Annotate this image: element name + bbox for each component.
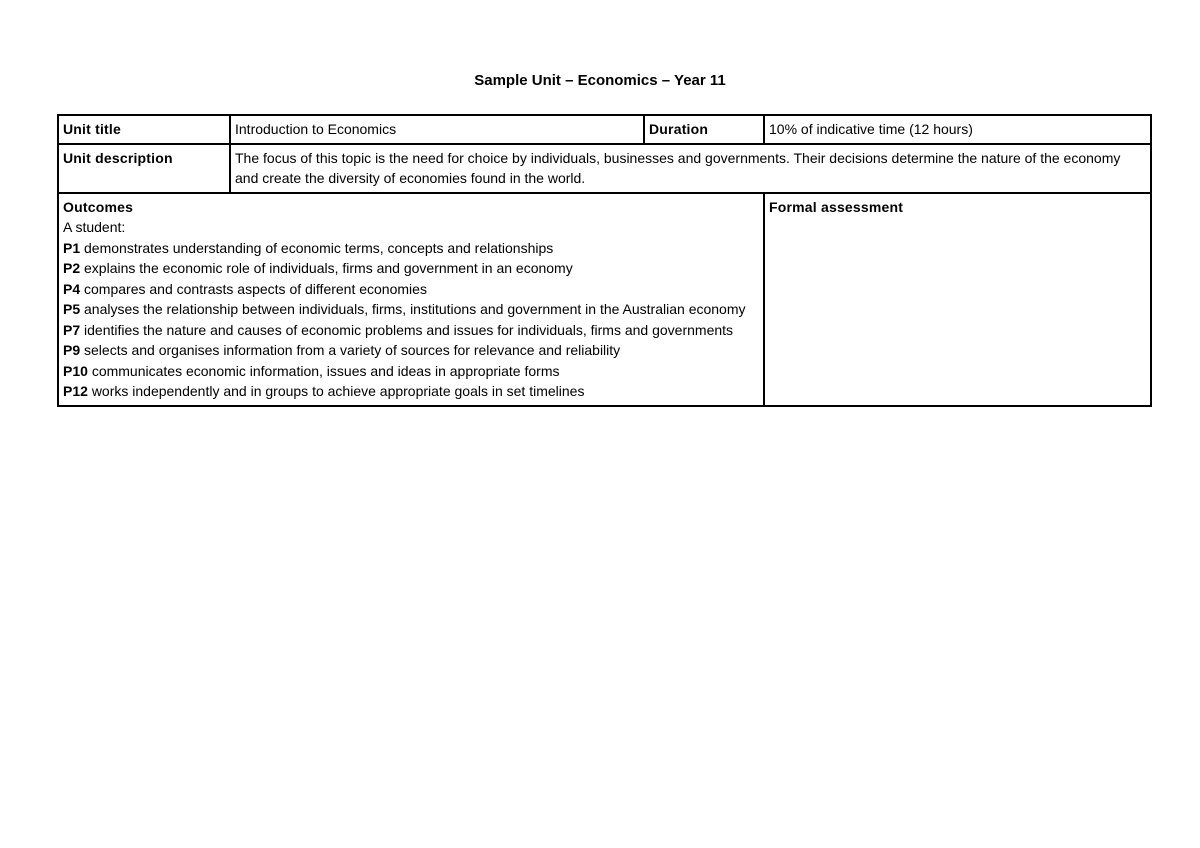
outcome-item (63, 299, 759, 320)
outcome-code: P4 (63, 280, 81, 297)
outcomes-intro: A student: (63, 219, 126, 235)
outcome-code: P5 (63, 301, 81, 317)
outcome-text: analyses the relationship between individuals, firms, institutions and government in the Australian economy (84, 301, 746, 317)
outcome-item (63, 340, 759, 361)
outcome-text: identifies the nature and causes of economic problems and issues for individuals, firms and governments (84, 321, 734, 338)
outcome-text: compares and contrasts aspects of different economies (84, 280, 427, 297)
outcomes-row (58, 193, 1151, 406)
formal-assessment-cell: Formal assessment (764, 193, 1151, 406)
outcome-item (63, 381, 759, 402)
outcome-code: P7 (63, 321, 81, 338)
duration-label: Duration (644, 115, 764, 144)
unit-title-label: Unit title (58, 115, 230, 144)
unit-description-value: The focus of this topic is the need for choice by individuals, businesses and governments. Their decisions determine the nature of the economy and create the diversity of economies found in the world. (230, 144, 1151, 193)
unit-title-value: Introduction to Economics (230, 115, 644, 144)
outcomes-label: Outcomes (63, 198, 134, 215)
unit-title-row (58, 115, 1151, 144)
outcome-item (63, 361, 759, 382)
unit-description-label: Unit description (58, 144, 230, 193)
outcome-code: P1 (63, 239, 81, 256)
outcome-code: P2 (63, 260, 81, 276)
outcome-item (63, 238, 759, 259)
outcome-text: communicates economic information, issues and ideas in appropriate forms (91, 362, 560, 379)
outcomes-cell (58, 193, 764, 406)
outcome-code: P12 (63, 383, 88, 399)
duration-value: 10% of indicative time (12 hours) (764, 115, 1151, 144)
outcome-item (63, 320, 759, 341)
outcome-text: works independently and in groups to achieve appropriate goals in set timelines (91, 383, 585, 399)
outcome-code: P10 (63, 362, 88, 379)
outcome-code: P9 (63, 342, 81, 358)
outcome-item (63, 258, 759, 279)
page-title: Sample Unit – Economics – Year 11 (474, 72, 726, 89)
unit-table (57, 114, 1152, 407)
outcome-item (63, 279, 759, 300)
outcome-text: explains the economic role of individuals, firms and government in an economy (84, 260, 573, 276)
unit-description-row (58, 144, 1151, 193)
outcome-text: demonstrates understanding of economic terms, concepts and relationships (84, 239, 554, 256)
outcome-text: selects and organises information from a variety of sources for relevance and reliability (84, 342, 621, 358)
